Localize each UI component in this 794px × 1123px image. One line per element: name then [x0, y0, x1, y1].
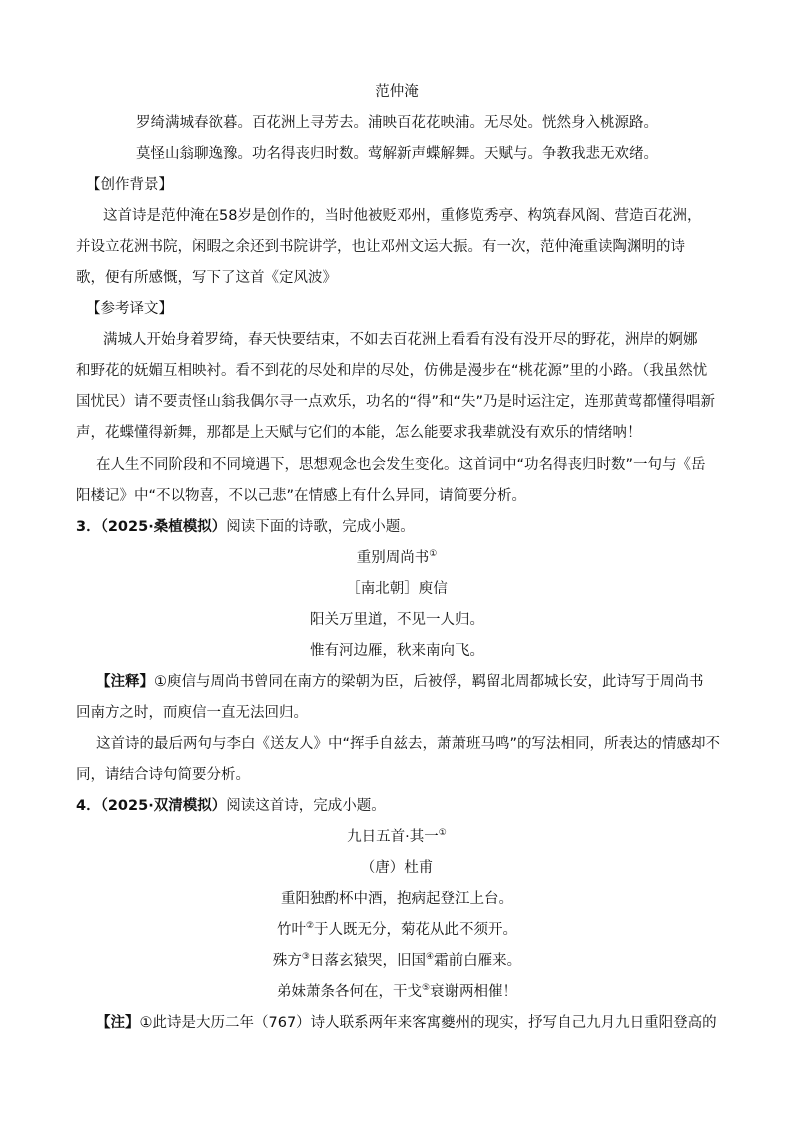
poem-line: [0, 951, 794, 971]
poem-line: 莫怪山翁聊逸豫。功名得丧归时数。莺解新声蝶解舞。天赋与。争教我悲无欢绪。: [136, 146, 658, 162]
poem-title: [0, 548, 794, 568]
paragraph-line: 歌，便有所感慨，写下了这首《定风波》: [76, 270, 337, 286]
annotation-label: 【注释】: [96, 674, 154, 690]
footnote-mark: ④: [426, 952, 435, 963]
footnote-mark: ①: [438, 828, 447, 839]
footnote-mark: ②: [305, 921, 315, 932]
footnote-mark: ①: [429, 549, 438, 560]
section-heading-background: 【创作背景】: [86, 177, 173, 193]
paragraph-line: 这首诗是范仲淹在58岁是创作的，当时他被贬邓州，重修览秀亭、构筑春风阁、营造百花洲，: [103, 208, 702, 224]
poem-text: 竹叶: [276, 922, 306, 938]
poem-text: 于人既无分，菊花从此不须开。: [314, 922, 518, 938]
poem-text: 弟妹萧条各何在，干戈: [276, 984, 422, 1000]
poem-line: [0, 920, 794, 940]
paragraph-line: 并设立花洲书院，闲暇之余还到书院讲学，也让邓州文运大振。有一次，范仲淹重读陶渊明的诗: [76, 239, 685, 255]
question-line: 同，请结合诗句简要分析。: [76, 767, 250, 783]
annotation-text: ①此诗是大历二年（767）诗人联系两年来客寓夔州的现实，抒写自己九月九日重阳登高的: [139, 1015, 717, 1031]
paragraph-line: 满城人开始身着罗绮，春天快要结束，不如去百花洲上看看有没有没开尽的野花，洲岸的婀娜: [103, 332, 698, 348]
poem-author: 范仲淹: [375, 84, 419, 100]
poem-text: 衰谢两相催！: [430, 984, 518, 1000]
question-source: （2025·双清模拟）: [100, 798, 227, 814]
poem-text: 日落玄猿哭，旧国: [310, 953, 426, 969]
question-line: 阳楼记》中“不以物喜，不以己悲”在情感上有什么异同，请简要分析。: [76, 488, 527, 504]
poem-line: 惟有河边雁，秋来南向飞。: [310, 643, 484, 659]
poem-text: 霜前白雁来。: [434, 953, 522, 969]
poem-line: [0, 982, 794, 1002]
annotation-label: 【注】: [96, 1015, 140, 1031]
poem-line: 阳关万里道，不见一人归。: [310, 612, 484, 628]
paragraph-line: 国忧民）请不要责怪山翁我偶尔寻一点欢乐，功名的“得”和“失”乃是时运注定，连那黄莺都懂得唱新: [76, 394, 716, 410]
poem-author: （唐）杜甫: [360, 860, 434, 876]
poem-title-text: 重别周尚书: [356, 550, 430, 566]
question-4-header: [76, 796, 794, 816]
question-intro: 阅读下面的诗歌，完成小题。: [226, 519, 415, 535]
annotation-line: 回南方之时，而庾信一直无法回归。: [76, 705, 308, 721]
annotation-line: [96, 672, 794, 692]
poem-author: ［南北朝］庾信: [346, 581, 448, 597]
question-line: 这首诗的最后两句与李白《送友人》中“挥手自兹去，萧萧班马鸣”的写法相同，所表达的情感却不: [96, 736, 721, 752]
question-number: 4．: [76, 798, 101, 814]
poem-title-text: 九日五首·其一: [347, 829, 439, 845]
paragraph-line: 和野花的妩媚互相映衬。看不到花的尽处和岸的尽处，仿佛是漫步在“桃花源”里的小路。（我虽然忧: [76, 363, 708, 379]
question-line: 在人生不同阶段和不同境遇下，思想观念也会发生变化。这首词中“功名得丧归时数”一句与《岳: [96, 457, 706, 473]
question-number: 3．: [76, 519, 101, 535]
question-source: （2025·桑植模拟）: [100, 519, 227, 535]
footnote-mark: ③: [301, 952, 310, 963]
question-intro: 阅读这首诗，完成小题。: [226, 798, 386, 814]
section-heading-translation: 【参考译文】: [86, 301, 173, 317]
footnote-mark: ⑤: [421, 983, 431, 994]
paragraph-line: 声，花蝶懂得新舞，那都是上天赋与它们的本能，怎么能要求我辈就没有欢乐的情绪呐！: [76, 425, 642, 441]
poem-text: 殊方: [272, 953, 302, 969]
question-3-header: [76, 517, 794, 537]
poem-line: 罗绮满城春欲暮。百花洲上寻芳去。浦映百花花映浦。无尽处。恍然身入桃源路。: [136, 115, 658, 131]
poem-title: [0, 827, 794, 847]
annotation-line: [96, 1013, 794, 1033]
poem-line: 重阳独酌杯中酒，抱病起登江上台。: [281, 891, 513, 907]
annotation-text: ①庾信与周尚书曾同在南方的梁朝为臣，后被俘，羁留北周都城长安，此诗写于周尚书: [154, 674, 704, 690]
